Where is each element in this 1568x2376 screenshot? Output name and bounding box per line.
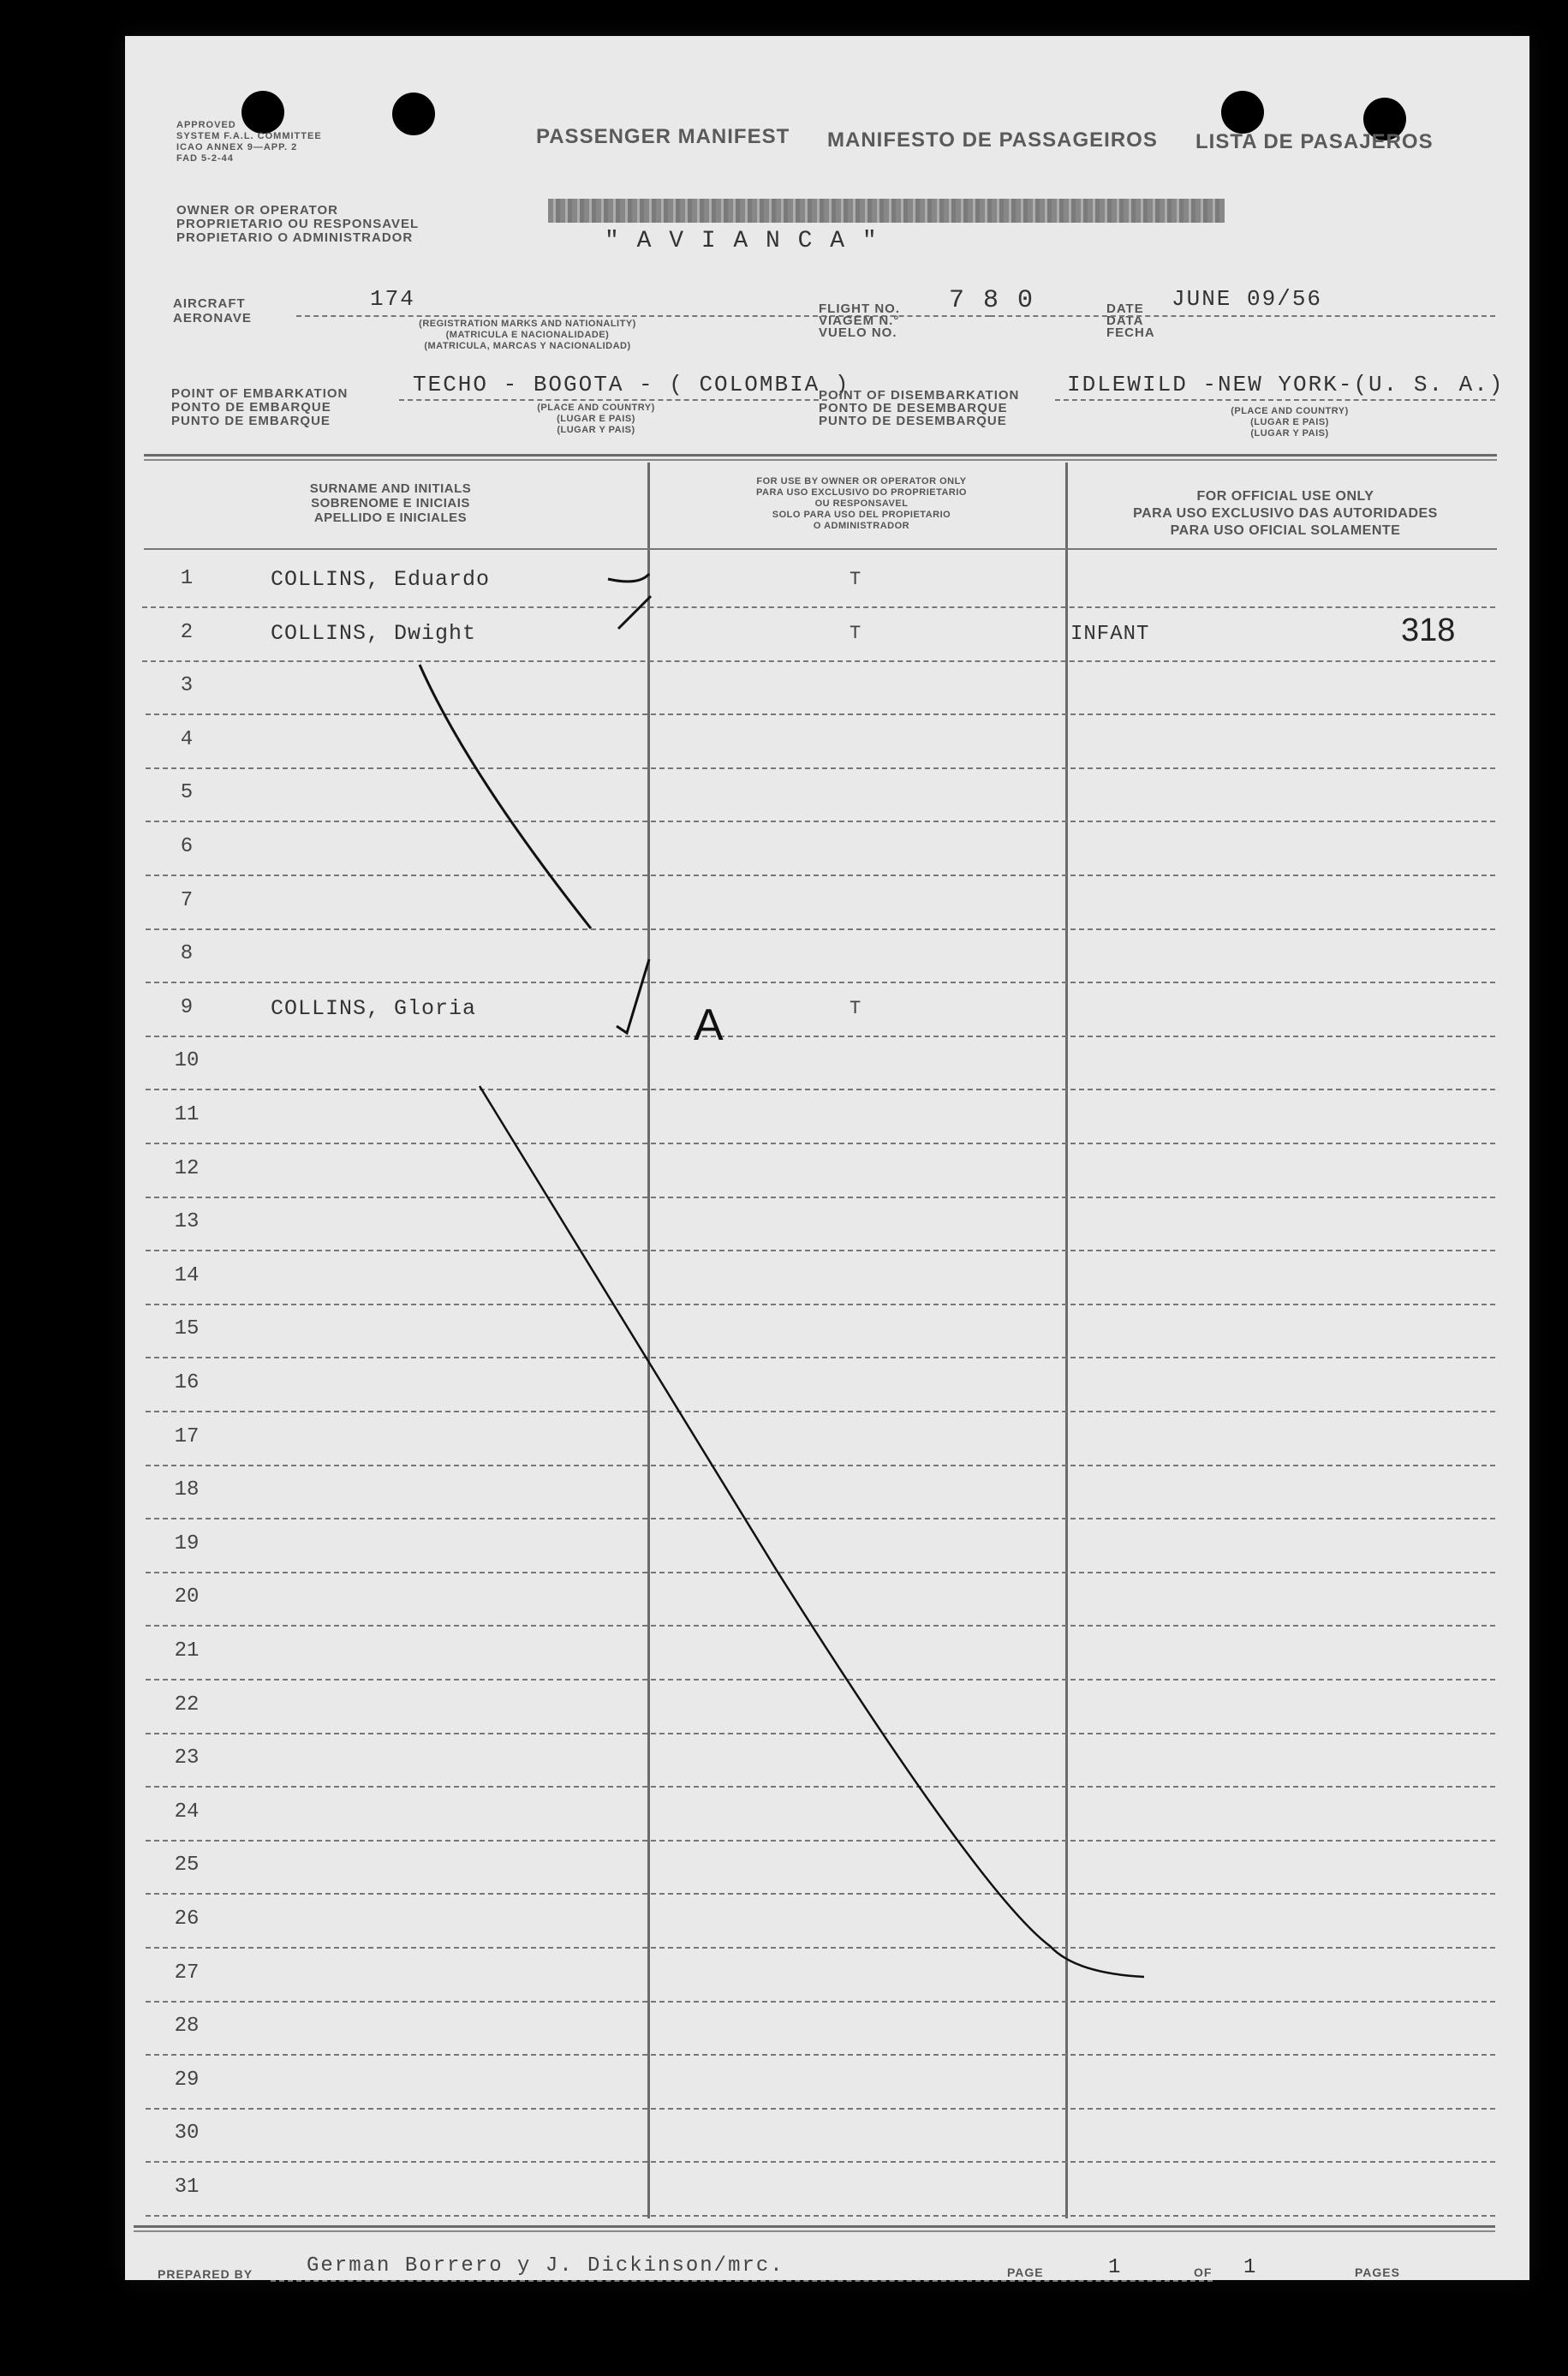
title-portuguese: MANIFESTO DE PASSAGEIROS xyxy=(827,128,1158,152)
row-rule xyxy=(146,1733,1495,1734)
aircraft-label: AIRCRAFT AERONAVE xyxy=(173,296,252,325)
disembark-sublabel: (PLACE AND COUNTRY) (LUGAR E PAIS) (LUGAR Y PAIS) xyxy=(1231,406,1349,439)
row-rule xyxy=(146,982,1495,983)
owner-use-mark: T xyxy=(850,569,862,590)
aircraft-sublabel: (REGISTRATION MARKS AND NATIONALITY) (MATRICULA E NACIONALIDADE) (MATRICULA, MARCAS Y NACIONALIDAD) xyxy=(419,319,636,351)
check-mark-row9 xyxy=(617,959,649,1033)
row-rule xyxy=(146,1518,1495,1519)
row-number: 21 xyxy=(174,1639,200,1663)
row-number: 7 xyxy=(180,888,194,912)
column-divider xyxy=(647,463,650,2218)
row-number: 15 xyxy=(174,1317,200,1341)
column-header-names: SURNAME AND INITIALS SOBRENOME E INICIAIS APELLIDO E INICIALES xyxy=(309,481,472,525)
pages-label: PAGES xyxy=(1355,2266,1400,2279)
passenger-name: COLLINS, Dwight xyxy=(271,620,477,646)
date-value: JUNE 09/56 xyxy=(1172,286,1323,312)
column-header-owner-use: FOR USE BY OWNER OR OPERATOR ONLY PARA USO EXCLUSIVO DO PROPRIETARIO OU RESPONSAVEL SOLO PARA USO DEL PROPIETARIO O ADMINISTRADOR xyxy=(756,476,967,531)
row-rule xyxy=(146,2161,1495,2163)
row-rule xyxy=(146,1036,1495,1037)
column-header-official-use: FOR OFFICIAL USE ONLY PARA USO EXCLUSIVO DAS AUTORIDADES PARA USO OFICIAL SOLAMENTE xyxy=(1133,489,1438,538)
row-number: 29 xyxy=(174,2068,200,2092)
row-number: 24 xyxy=(174,1800,200,1824)
passenger-name: COLLINS, Gloria xyxy=(271,995,477,1021)
passenger-name: COLLINS, Eduardo xyxy=(271,567,491,592)
date-line xyxy=(990,315,1495,317)
page-value: 1 xyxy=(1108,2256,1123,2279)
row-rule xyxy=(146,1572,1495,1573)
owner-use-mark: T xyxy=(850,997,862,1019)
row-rule xyxy=(146,875,1495,876)
check-mark-row1 xyxy=(608,574,649,582)
row-number: 4 xyxy=(180,727,194,751)
table-top-rule-inner xyxy=(144,459,1497,461)
header-bottom-rule xyxy=(144,548,1497,550)
title-english: PASSENGER MANIFEST xyxy=(536,125,790,148)
table-bottom-rule xyxy=(134,2225,1495,2228)
row-number: 18 xyxy=(174,1478,200,1502)
official-use-number: 318 xyxy=(1401,612,1456,648)
row-rule xyxy=(146,1893,1495,1895)
approval-note: APPROVED SYSTEM F.A.L. COMMITTEE ICAO ANNEX 9—APP. 2 FAD 5-2-44 xyxy=(176,120,322,164)
row-number: 26 xyxy=(174,1907,200,1931)
date-label: DATE DATA FECHA xyxy=(1106,301,1155,340)
row-rule xyxy=(146,1786,1495,1788)
row-rule xyxy=(146,2001,1495,2003)
prepared-by-label: PREPARED BY xyxy=(158,2267,253,2281)
table-bottom-rule-inner xyxy=(134,2230,1495,2232)
embark-line xyxy=(399,399,827,401)
column-divider xyxy=(1065,463,1068,2218)
row-rule xyxy=(146,1357,1495,1358)
embark-label: POINT OF EMBARKATION PONTO DE EMBARQUE PUNTO DE EMBARQUE xyxy=(171,386,349,428)
of-value: 1 xyxy=(1243,2256,1258,2279)
owner-label: OWNER OR OPERATOR PROPRIETARIO OU RESPONSAVEL PROPIETARIO O ADMINISTRADOR xyxy=(176,203,420,245)
row-rule xyxy=(146,1304,1495,1305)
row-number: 3 xyxy=(180,674,194,698)
row-rule xyxy=(146,1143,1495,1144)
prepared-by-line xyxy=(271,2280,1213,2282)
disembark-line xyxy=(1055,399,1495,401)
row-number: 2 xyxy=(180,620,194,644)
row-rule xyxy=(146,928,1495,930)
row-rule xyxy=(146,1089,1495,1090)
row-number: 28 xyxy=(174,2015,200,2039)
aircraft-value: 174 xyxy=(370,286,415,312)
row-number: 31 xyxy=(174,2176,200,2199)
row-number: 25 xyxy=(174,1854,200,1878)
row-number: 11 xyxy=(174,1103,200,1126)
row-rule xyxy=(146,1411,1495,1412)
punch-hole xyxy=(392,93,435,135)
row-number: 27 xyxy=(174,1961,200,1985)
diagonal-cancel-line xyxy=(420,665,591,928)
row-number: 13 xyxy=(174,1210,200,1234)
row-rule xyxy=(142,606,1495,608)
row-number: 5 xyxy=(180,781,194,805)
long-diagonal-line xyxy=(480,1086,1144,1977)
row-rule xyxy=(146,821,1495,822)
official-use-note: INFANT xyxy=(1070,622,1150,646)
row-rule xyxy=(146,1679,1495,1681)
disembark-label: POINT OF DISEMBARKATION PONTO DE DESEMBARQUE PUNTO DE DESEMBARQUE xyxy=(819,388,1020,428)
row-number: 10 xyxy=(174,1049,200,1073)
row-rule xyxy=(146,1625,1495,1627)
disembark-value: IDLEWILD -NEW YORK-(U. S. A.) xyxy=(1067,372,1505,397)
row-rule xyxy=(146,713,1495,715)
row-number: 23 xyxy=(174,1746,200,1770)
handwritten-a: A xyxy=(694,1000,724,1050)
of-label: OF xyxy=(1194,2266,1213,2279)
row-rule xyxy=(146,1465,1495,1466)
title-spanish: LISTA DE PASAJEROS xyxy=(1195,130,1434,153)
prepared-by-value: German Borrero y J. Dickinson/mrc. xyxy=(307,2254,784,2277)
row-number: 22 xyxy=(174,1692,200,1716)
row-rule xyxy=(146,2108,1495,2110)
row-number: 17 xyxy=(174,1424,200,1448)
row-number: 8 xyxy=(180,942,194,966)
row-number: 12 xyxy=(174,1156,200,1180)
embark-sublabel: (PLACE AND COUNTRY) (LUGAR E PAIS) (LUGAR Y PAIS) xyxy=(537,403,655,435)
punch-hole xyxy=(1221,91,1264,134)
row-rule xyxy=(146,1947,1495,1949)
row-number: 30 xyxy=(174,2122,200,2146)
check-mark-row2 xyxy=(618,596,651,629)
row-rule xyxy=(146,1840,1495,1842)
row-rule xyxy=(146,767,1495,769)
row-number: 14 xyxy=(174,1263,200,1287)
row-number: 6 xyxy=(180,835,194,858)
row-rule xyxy=(146,2054,1495,2056)
manifest-page xyxy=(125,36,1529,2280)
owner-use-mark: T xyxy=(850,622,862,644)
row-rule xyxy=(146,2215,1495,2217)
row-number: 19 xyxy=(174,1531,200,1555)
row-number: 9 xyxy=(180,995,194,1019)
row-number: 20 xyxy=(174,1585,200,1609)
struck-out-company-name xyxy=(548,199,1225,223)
row-number: 16 xyxy=(174,1371,200,1394)
flight-label: FLIGHT NO. VIAGEM N.° VUELO NO. xyxy=(819,301,900,340)
row-rule xyxy=(146,1250,1495,1251)
row-rule xyxy=(146,1197,1495,1198)
row-number: 1 xyxy=(180,567,194,590)
table-top-rule xyxy=(144,454,1497,457)
flight-value: 7 8 0 xyxy=(949,286,1035,315)
row-rule xyxy=(142,660,1495,662)
owner-value: " A V I A N C A " xyxy=(605,228,879,254)
embark-value: TECHO - BOGOTA - ( COLOMBIA ) xyxy=(413,372,850,397)
page-label: PAGE xyxy=(1007,2266,1044,2279)
